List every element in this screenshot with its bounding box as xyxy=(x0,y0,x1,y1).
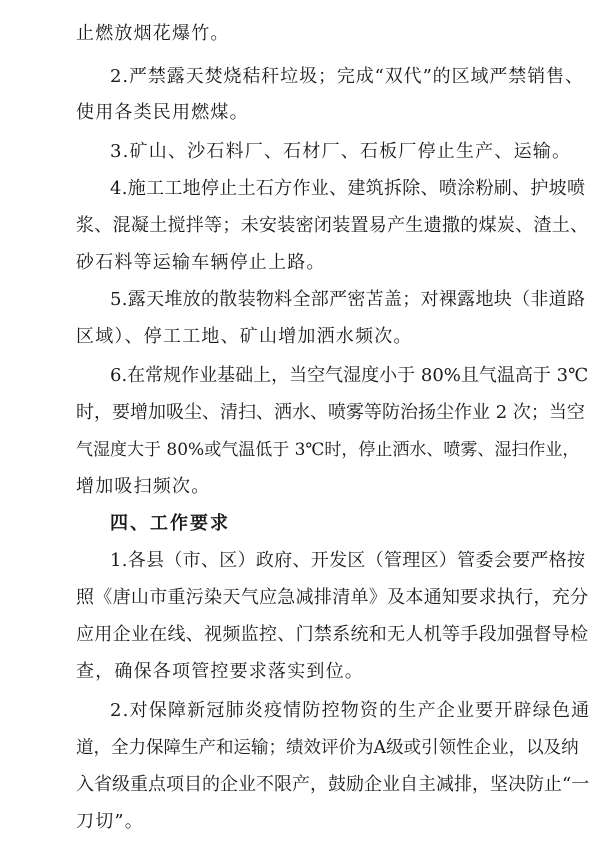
text-line: 止燃放烟花爆竹。 xyxy=(76,23,230,44)
text-line: 区域）、停工工地、矿山增加洒水频次。 xyxy=(76,326,413,347)
text-line: 1.各县（市、区）政府、开发区（管理区）管委会要严格按 xyxy=(110,550,586,571)
text-line: 入省级重点项目的企业不限产，鼓励企业自主减排，坚决防止“一 xyxy=(76,774,590,795)
text-line: 2.严禁露天焚烧秸秆垃圾；完成“双代”的区域严禁销售、 xyxy=(110,66,584,87)
text-line: 使用各类民用燃煤。 xyxy=(76,102,249,123)
text-line: 浆、混凝土搅拌等；未安装密闭装置易产生遗撒的煤炭、渣土、 xyxy=(76,215,589,236)
text-line: 气湿度大于 80%或气温低于 3℃时，停止洒水、喷雾、湿扫作业， xyxy=(76,440,580,460)
text-line: 应用企业在线、视频监控、门禁系统和无人机等手段加强督导检 xyxy=(76,624,589,645)
text-line: 照《唐山市重污染天气应急减排清单》及本通知要求执行，充分 xyxy=(76,587,589,608)
text-line: 查，确保各项管控要求落实到位。 xyxy=(76,661,364,682)
text-line: 4.施工工地停止土石方作业、建筑拆除、喷涂粉刷、护坡喷 xyxy=(110,178,586,199)
text-line: 6.在常规作业基础上，当空气湿度小于 80%且气温高于 3℃ xyxy=(110,365,589,386)
text-line: 2.对保障新冠肺炎疫情防控物资的生产企业要开辟绿色通 xyxy=(110,700,591,721)
text-line: 3.矿山、沙石料厂、石材厂、石板厂停止生产、运输。 xyxy=(110,141,572,162)
text-line: 刀切”。 xyxy=(76,811,145,832)
text-line: 道，全力保障生产和运输；绩效评价为A级或引领性企业，以及纳 xyxy=(76,738,579,758)
text-line: 5.露天堆放的散装物料全部严密苫盖；对裸露地块（非道路 xyxy=(110,289,586,310)
section-heading: 四、工作要求 xyxy=(110,513,230,534)
text-line: 增加吸扫频次。 xyxy=(76,476,211,497)
text-line: 砂石料等运输车辆停止上路。 xyxy=(76,252,326,273)
text-line: 时，要增加吸尘、清扫、洒水、喷雾等防治扬尘作业 2 次；当空 xyxy=(76,402,585,423)
